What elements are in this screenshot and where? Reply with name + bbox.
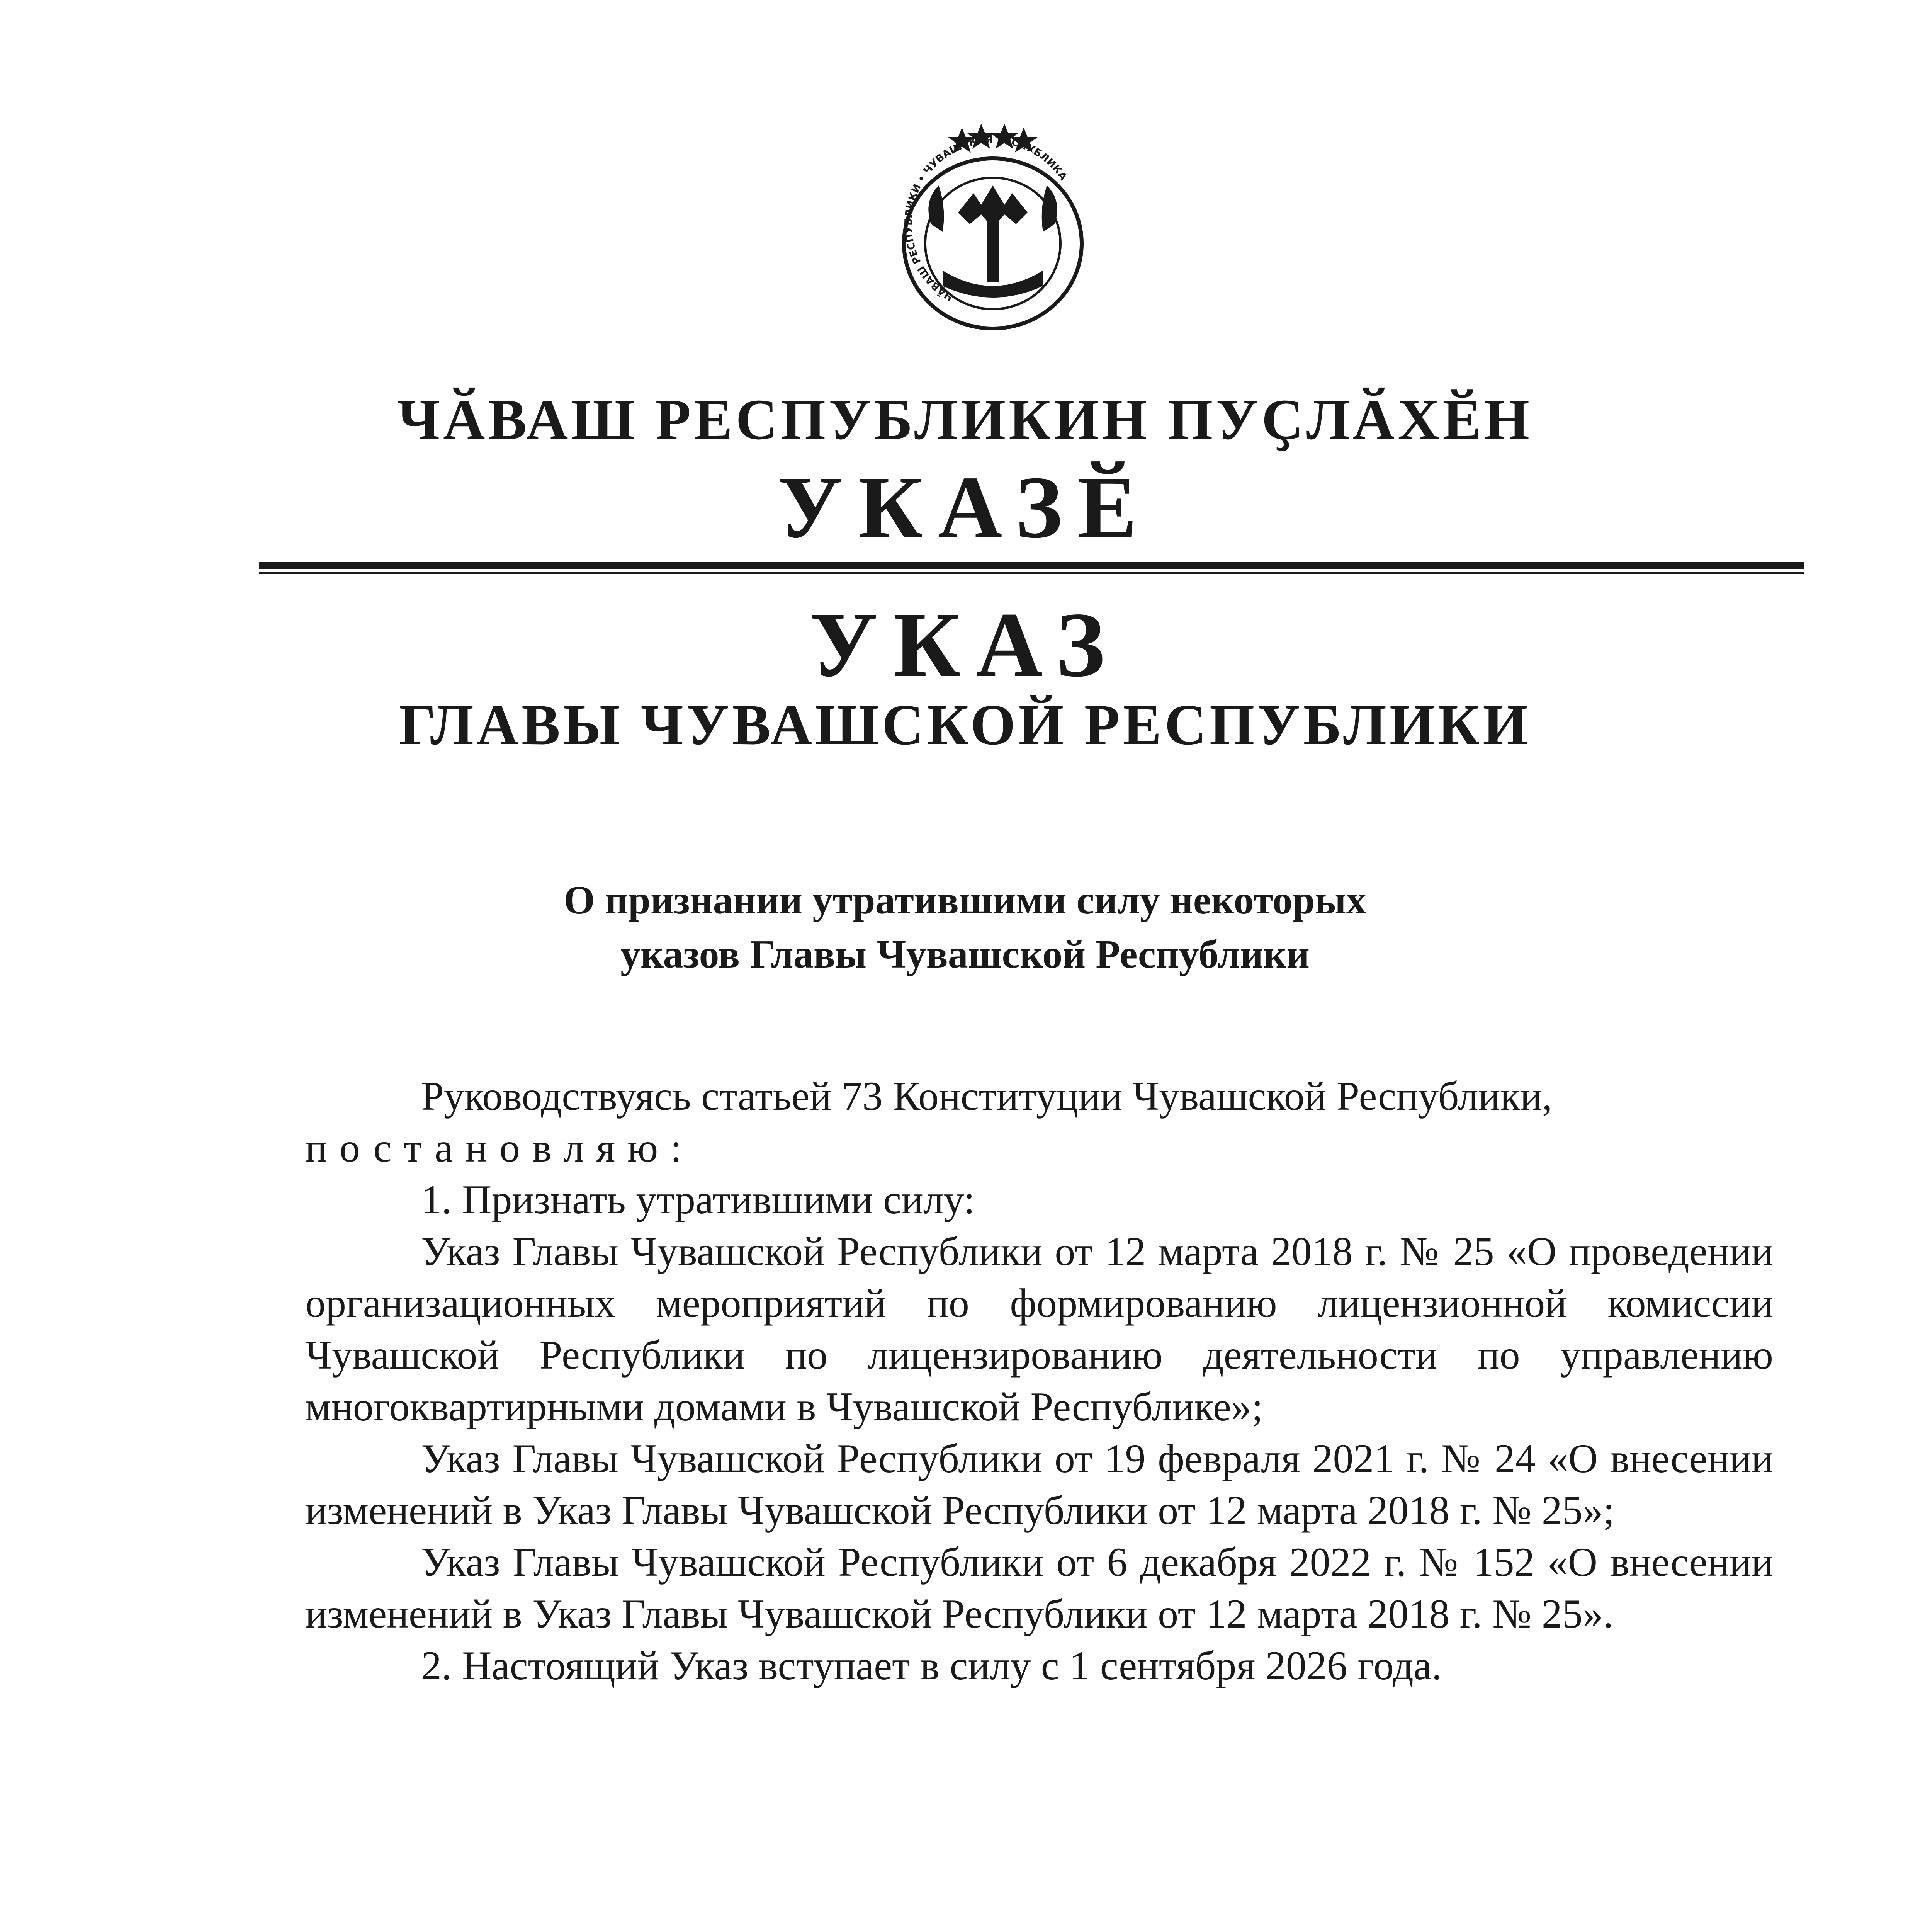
body-intro: Руководствуясь статьей 73 Конституции Чувашской Республики,	[421, 1073, 1553, 1119]
header-russian-ukaz: УКАЗ	[809, 593, 1121, 696]
header-rule-thin	[259, 572, 1804, 574]
body-item-2: 2. Настоящий Указ вступает в силу с 1 сентября 2026 года.	[421, 1643, 1442, 1688]
header-rule-thick	[259, 562, 1804, 569]
body-decree-a: Указ Главы Чувашской Республики от 12 марта 2018 г. № 25 «О проведении организационных мероприятий по формированию лицензионной комиссии Чувашской Республики по лицензированию деятельности по управлению многоквартирными домами в Чувашской Республике»;	[305, 1229, 1773, 1429]
republic-emblem-icon	[885, 116, 1101, 332]
document-body	[305, 1070, 1773, 1692]
svg-text:ЧĂВАШ РЕСПУБЛИКИ • ЧУВАШСКАЯ Р: ЧĂВАШ РЕСПУБЛИКИ • ЧУВАШСКАЯ РЕСПУБЛИКА	[902, 134, 1069, 303]
document-title	[0, 873, 1930, 981]
body-decree-c: Указ Главы Чувашской Республики от 6 декабря 2022 г. № 152 «О внесении изменений в Указ Главы Чувашской Республики от 12 марта 2018 г. № 25».	[305, 1539, 1773, 1636]
document-title-line2: указов Главы Чувашской Республики	[620, 932, 1310, 976]
body-decree-word: постановляю:	[305, 1125, 694, 1170]
body-item-1: 1. Признать утратившими силу:	[421, 1177, 975, 1222]
header-russian-title: ГЛАВЫ ЧУВАШСКОЙ РЕСПУБЛИКИ	[399, 693, 1531, 757]
header-chuvash-title: ЧӐВАШ РЕСПУБЛИКИН ПУҪЛӐХӖН	[397, 388, 1533, 452]
body-decree-b: Указ Главы Чувашской Республики от 19 февраля 2021 г. № 24 «О внесении изменений в Указ Главы Чувашской Республики от 12 марта 2018 г. № 25»;	[305, 1436, 1773, 1533]
header-chuvash-ukaze: УКАЗӖ	[777, 458, 1153, 556]
document-title-line1: О признании утратившими силу некоторых	[564, 878, 1366, 922]
